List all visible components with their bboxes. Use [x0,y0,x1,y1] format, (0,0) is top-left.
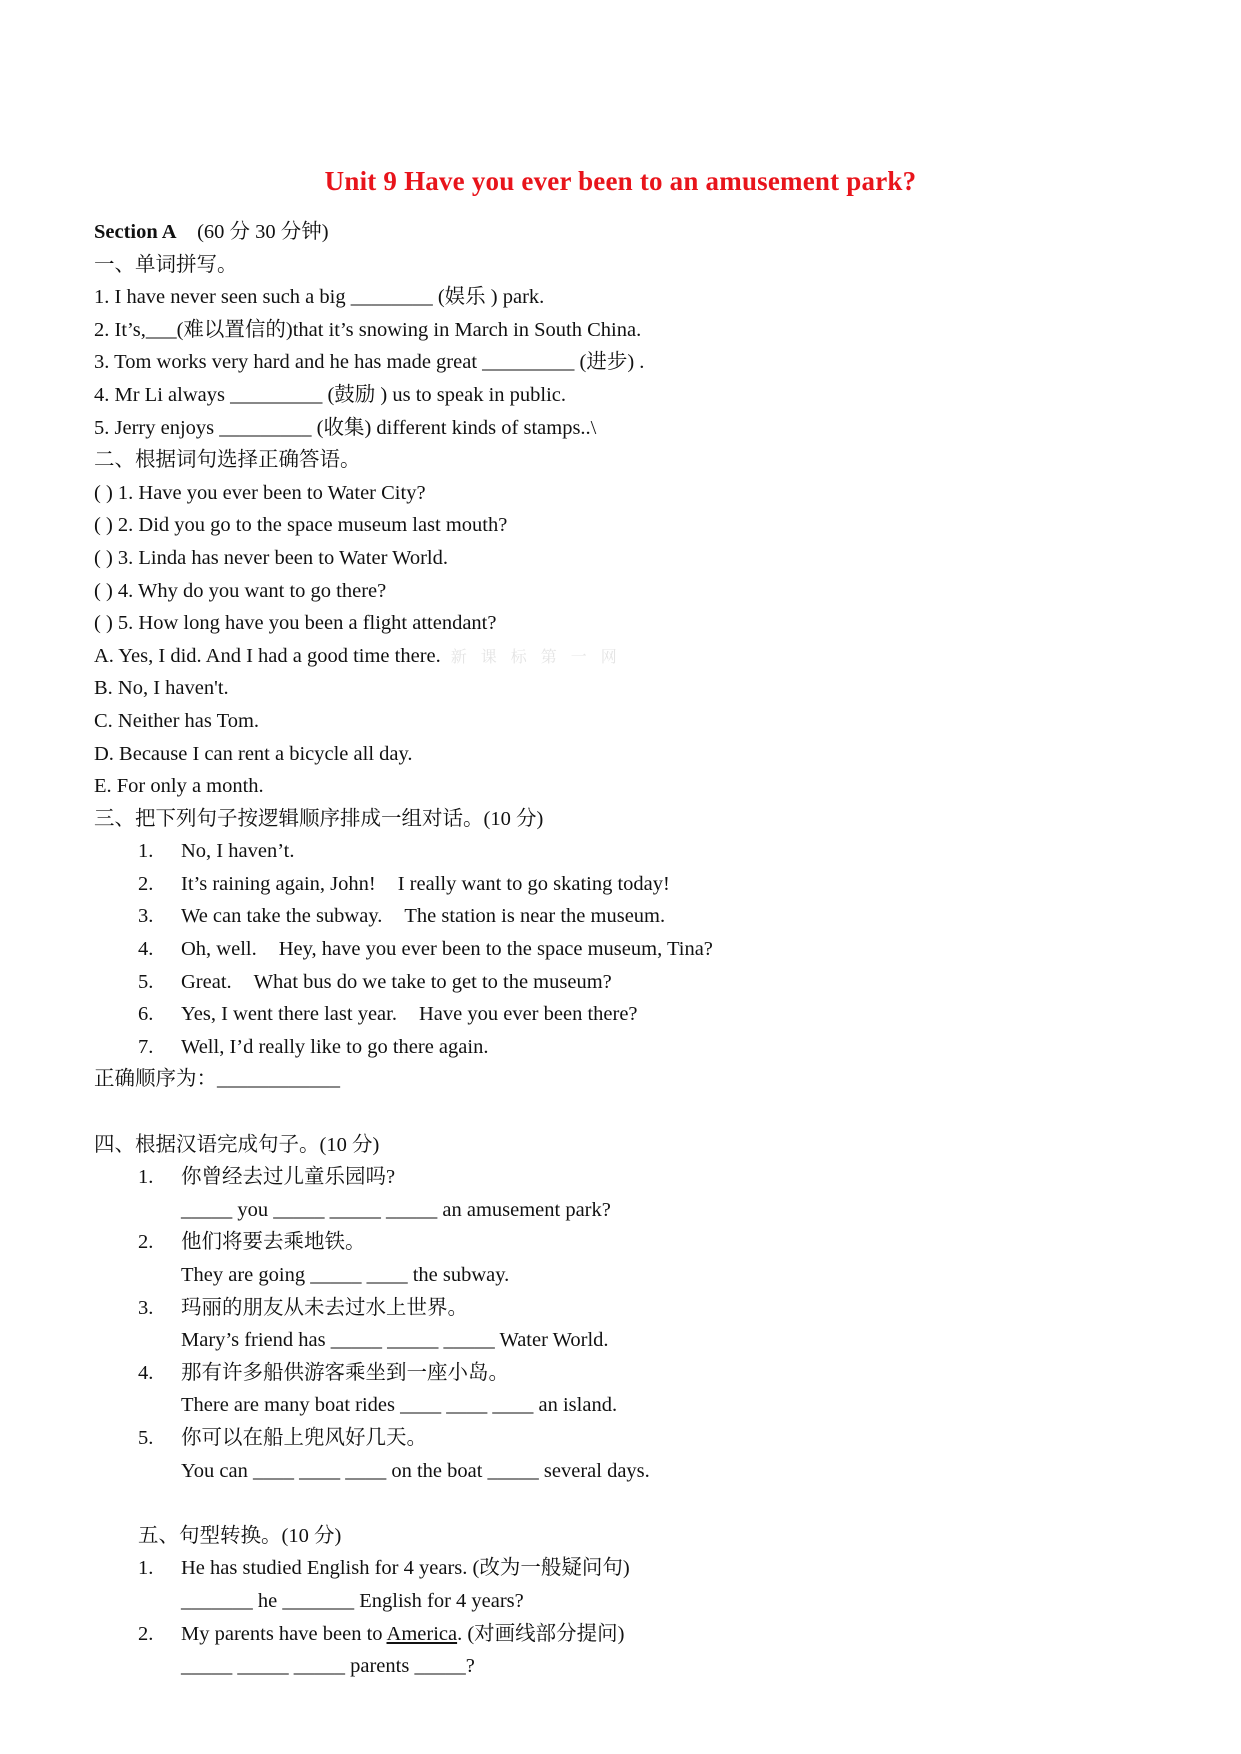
watermark-text: 新课标第一网 [450,648,631,666]
sentence-prompt: He has studied English for 4 years. (改为一般疑问句) [181,1557,630,1580]
item-number: 7. [138,1035,154,1058]
dialog-line: Well, I’d really like to go there again. [181,1035,489,1058]
part3-item [94,933,1154,966]
part1-item: 5. Jerry enjoys _________ (收集) different kinds of stamps..\ [94,416,597,439]
part2-answer: B. No, I haven't. [94,677,229,700]
section-name: Section A [94,221,177,243]
item-number: 2. [138,872,154,895]
part4-item-en: You can ____ ____ ____ on the boat _____ several days. [181,1459,650,1482]
dialog-line: The station is near the museum. [404,905,666,928]
worksheet-content [94,216,1154,1683]
section-header [94,216,1154,249]
part1-heading: 一、单词拼写。 [94,253,238,276]
dialog-line: No, I haven’t. [181,840,295,863]
part2-question: ( ) 5. How long have you been a flight attendant? [94,612,497,635]
section-info: (60 分 30 分钟) [197,221,329,243]
dialog-line: It’s raining again, John! [181,872,376,895]
part5-item-line1 [94,1618,1154,1651]
dialog-line: Yes, I went there last year. [181,1003,397,1026]
dialog-line: Oh, well. [181,938,257,961]
part3-item [94,900,1154,933]
chinese-prompt: 他们将要去乘地铁。 [181,1231,366,1254]
part2-question: ( ) 4. Why do you want to go there? [94,579,387,602]
sentence-prompt-pre: My parents have been to [181,1622,387,1645]
part3-item [94,835,1154,868]
part2-heading: 二、根据词句选择正确答语。 [94,449,361,472]
part2-answer: D. Because I can rent a bicycle all day. [94,742,413,765]
part4-item-cn [94,1161,1154,1194]
part4-item-cn [94,1357,1154,1390]
part4-heading: 四、根据汉语完成句子。(10 分) [94,1133,380,1156]
item-number: 3. [138,905,154,928]
part4-item-en: There are many boat rides ____ ____ ____ an island. [181,1394,618,1417]
part4-item-en: _____ you _____ _____ _____ an amusement park? [181,1198,611,1221]
dialog-line: What bus do we take to get to the museum? [253,970,612,993]
part5-item-line2: _____ _____ _____ parents _____? [181,1655,475,1678]
part5-item-line2: _______ he _______ English for 4 years? [181,1589,524,1612]
dialog-line: Have you ever been there? [418,1003,638,1026]
item-number: 5. [138,1426,154,1449]
part2-answer-text: A. Yes, I did. And I had a good time there. [94,644,441,667]
item-number: 4. [138,938,154,961]
part3-heading: 三、把下列句子按逻辑顺序排成一组对话。(10 分) [94,807,544,830]
part1-item: 4. Mr Li always _________ (鼓励 ) us to speak in public. [94,383,567,406]
dialog-line: Great. [181,970,232,993]
item-number: 1. [138,1166,154,1189]
part5-item-line1 [94,1552,1154,1585]
chinese-prompt: 你曾经去过儿童乐园吗? [181,1166,396,1189]
part4-item-en: They are going _____ ____ the subway. [181,1264,510,1286]
part4-item-en: Mary’s friend has _____ _____ _____ Water World. [181,1329,609,1352]
dialog-line: I really want to go skating today! [397,872,670,895]
part3-item [94,1031,1154,1064]
part5-heading: 五、句型转换。(10 分) [138,1524,342,1547]
item-number: 6. [138,1003,154,1026]
dialog-line: Hey, have you ever been to the space museum, Tina? [278,938,713,961]
dialog-line: We can take the subway. [181,905,383,928]
item-number: 1. [138,1557,154,1580]
item-number: 2. [138,1231,154,1254]
sentence-prompt-post: . (对画线部分提问) [457,1622,625,1645]
part3-item [94,868,1154,901]
item-number: 3. [138,1296,154,1319]
part2-answer: C. Neither has Tom. [94,709,260,732]
part1-item: 1. I have never seen such a big ________ (娱乐 ) park. [94,286,545,309]
part2-question: ( ) 3. Linda has never been to Water World. [94,546,449,569]
part4-item-cn [94,1292,1154,1325]
part2-answer-a [94,640,1154,673]
item-number: 2. [138,1622,154,1645]
part2-answer: E. For only a month. [94,775,264,798]
part3-item [94,998,1154,1031]
item-number: 1. [138,840,154,863]
item-number: 4. [138,1361,154,1384]
part3-item [94,966,1154,999]
part1-item: 3. Tom works very hard and he has made great _________ (进步) . [94,351,645,374]
chinese-prompt: 玛丽的朋友从未去过水上世界。 [181,1296,468,1319]
underlined-word: America [386,1622,458,1645]
worksheet-title: Unit 9 Have you ever been to an amusement park? [324,166,917,196]
item-number: 5. [138,970,154,993]
part2-question: ( ) 1. Have you ever been to Water City? [94,481,426,504]
chinese-prompt: 那有许多船供游客乘坐到一座小岛。 [181,1361,509,1384]
part4-item-cn [94,1422,1154,1455]
part1-item: 2. It’s,___(难以置信的)that it’s snowing in March in South China. [94,318,642,341]
part3-answer-prompt: 正确顺序为：____________ [94,1068,340,1091]
part4-item-cn [94,1226,1154,1259]
part2-question: ( ) 2. Did you go to the space museum last mouth? [94,514,508,537]
chinese-prompt: 你可以在船上兜风好几天。 [181,1426,427,1449]
